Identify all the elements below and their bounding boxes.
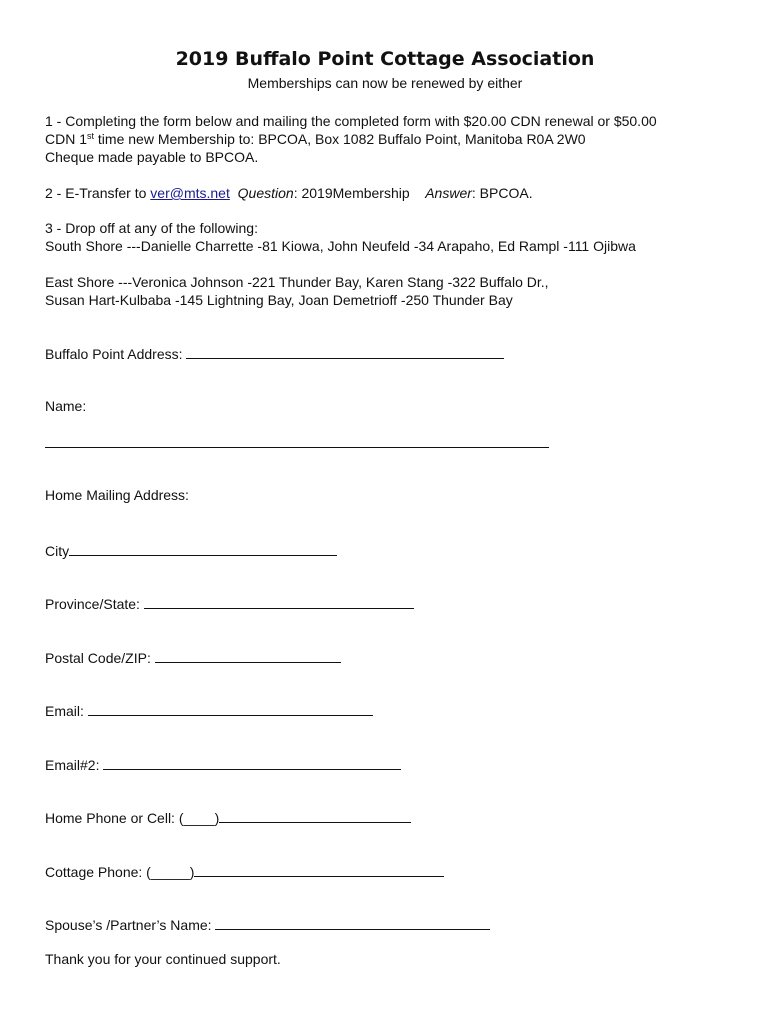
name-label: Name: [45, 398, 87, 414]
option-1-line-3: Cheque made payable to BPCOA. [45, 149, 259, 165]
closing-note: Thank you for your continued support. [45, 951, 281, 967]
name-field-line[interactable] [45, 447, 549, 448]
etransfer-email-link[interactable]: ver@mts.net [150, 185, 230, 201]
page-subtitle: Memberships can now be renewed by either [247, 75, 523, 91]
option-2-etransfer: 2 - E-Transfer to ver@mts.net Question: 2019Membership Answer: BPCOA. [45, 185, 533, 201]
option-3-dropoff [45, 219, 636, 255]
east-shore-list: East Shore ---Veronica Johnson -221 Thunder Bay, Karen Stang -322 Buffalo Dr., Susan Hart-Kulbaba -145 Lightning Bay, Joan Demetrioff -250 Thunder Bay [45, 274, 549, 308]
option-1-mail [45, 112, 657, 166]
south-shore-list: South Shore ---Danielle Charrette -81 Kiowa, John Neufeld -34 Arapaho, Ed Rampl -111 Ojibwa [45, 238, 636, 254]
cottage-phone-field[interactable]: Cottage Phone: (_____) [45, 862, 444, 880]
city-field[interactable]: City [45, 541, 337, 559]
home-phone-field[interactable]: Home Phone or Cell: (____) [45, 808, 411, 826]
option-3-line-1: 3 - Drop off at any of the following: [45, 220, 258, 236]
email-2-field[interactable]: Email#2: [45, 755, 401, 773]
email-field[interactable]: Email: [45, 701, 373, 719]
province-state-field[interactable]: Province/State: [45, 594, 414, 612]
option-1-line-2: CDN 1st time new Membership to: BPCOA, Box 1082 Buffalo Point, Manitoba R0A 2W0 [45, 131, 586, 147]
page-title: 2019 Buffalo Point Cottage Association [175, 48, 595, 70]
postal-code-field[interactable]: Postal Code/ZIP: [45, 648, 341, 666]
option-1-line-1: 1 - Completing the form below and mailing the completed form with $20.00 CDN renewal or $50.00 [45, 113, 657, 129]
home-mailing-address-label: Home Mailing Address: [45, 487, 189, 503]
buffalo-point-address-field[interactable]: Buffalo Point Address: [45, 344, 504, 362]
spouse-partner-name-field[interactable]: Spouse’s /Partner’s Name: [45, 915, 490, 933]
